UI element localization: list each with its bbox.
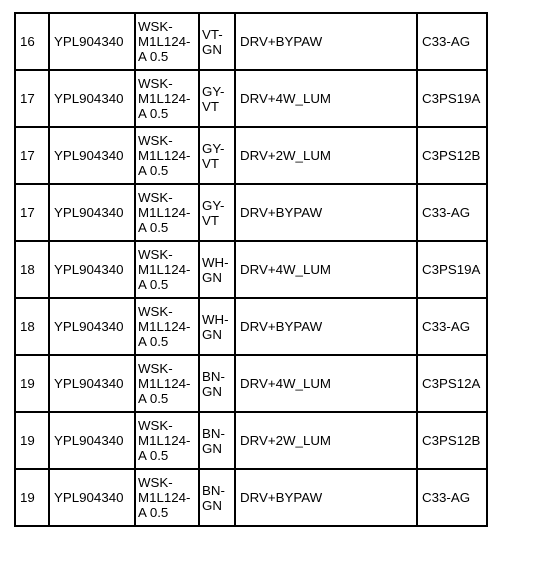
pin-number-cell: 17 — [15, 184, 49, 241]
part-number-cell: YPL904340 — [49, 469, 135, 526]
connector-cell: C33-AG — [417, 298, 487, 355]
circuit-cell: DRV+2W_LUM — [235, 127, 417, 184]
circuit-cell: DRV+BYPAW — [235, 469, 417, 526]
pin-number-cell: 19 — [15, 469, 49, 526]
wire-color-cell: GY-VT — [199, 184, 235, 241]
wire-color-cell: BN-GN — [199, 412, 235, 469]
connector-cell: C3PS12A — [417, 355, 487, 412]
wiring-table-body — [15, 13, 487, 526]
wire-spec-cell: WSK-M1L124-A 0.5 — [135, 412, 199, 469]
circuit-cell: DRV+4W_LUM — [235, 355, 417, 412]
table-row — [15, 412, 487, 469]
connector-cell: C3PS12B — [417, 127, 487, 184]
circuit-cell: DRV+2W_LUM — [235, 412, 417, 469]
pin-number-cell: 18 — [15, 298, 49, 355]
connector-cell: C33-AG — [417, 13, 487, 70]
table-row — [15, 469, 487, 526]
table-row — [15, 13, 487, 70]
part-number-cell: YPL904340 — [49, 412, 135, 469]
circuit-cell: DRV+BYPAW — [235, 13, 417, 70]
pin-number-cell: 17 — [15, 70, 49, 127]
wire-color-cell: VT-GN — [199, 13, 235, 70]
wire-spec-cell: WSK-M1L124-A 0.5 — [135, 298, 199, 355]
table-row — [15, 355, 487, 412]
pin-number-cell: 19 — [15, 355, 49, 412]
wire-spec-cell: WSK-M1L124-A 0.5 — [135, 70, 199, 127]
pin-number-cell: 19 — [15, 412, 49, 469]
part-number-cell: YPL904340 — [49, 298, 135, 355]
wire-spec-cell: WSK-M1L124-A 0.5 — [135, 241, 199, 298]
pin-number-cell: 17 — [15, 127, 49, 184]
circuit-cell: DRV+BYPAW — [235, 184, 417, 241]
connector-cell: C33-AG — [417, 469, 487, 526]
part-number-cell: YPL904340 — [49, 241, 135, 298]
table-row — [15, 298, 487, 355]
wire-spec-cell: WSK-M1L124-A 0.5 — [135, 355, 199, 412]
part-number-cell: YPL904340 — [49, 127, 135, 184]
table-row — [15, 127, 487, 184]
wire-spec-cell: WSK-M1L124-A 0.5 — [135, 127, 199, 184]
wire-color-cell: BN-GN — [199, 469, 235, 526]
pin-number-cell: 18 — [15, 241, 49, 298]
wiring-table — [14, 12, 488, 527]
wire-spec-cell: WSK-M1L124-A 0.5 — [135, 13, 199, 70]
connector-cell: C3PS19A — [417, 241, 487, 298]
table-row — [15, 70, 487, 127]
circuit-cell: DRV+4W_LUM — [235, 241, 417, 298]
part-number-cell: YPL904340 — [49, 355, 135, 412]
wire-color-cell: BN-GN — [199, 355, 235, 412]
connector-cell: C33-AG — [417, 184, 487, 241]
wire-spec-cell: WSK-M1L124-A 0.5 — [135, 469, 199, 526]
circuit-cell: DRV+4W_LUM — [235, 70, 417, 127]
wire-color-cell: GY-VT — [199, 70, 235, 127]
wire-color-cell: WH-GN — [199, 298, 235, 355]
part-number-cell: YPL904340 — [49, 184, 135, 241]
part-number-cell: YPL904340 — [49, 70, 135, 127]
pin-number-cell: 16 — [15, 13, 49, 70]
part-number-cell: YPL904340 — [49, 13, 135, 70]
table-row — [15, 241, 487, 298]
table-row — [15, 184, 487, 241]
connector-cell: C3PS12B — [417, 412, 487, 469]
connector-cell: C3PS19A — [417, 70, 487, 127]
circuit-cell: DRV+BYPAW — [235, 298, 417, 355]
wire-color-cell: WH-GN — [199, 241, 235, 298]
wire-color-cell: GY-VT — [199, 127, 235, 184]
wire-spec-cell: WSK-M1L124-A 0.5 — [135, 184, 199, 241]
